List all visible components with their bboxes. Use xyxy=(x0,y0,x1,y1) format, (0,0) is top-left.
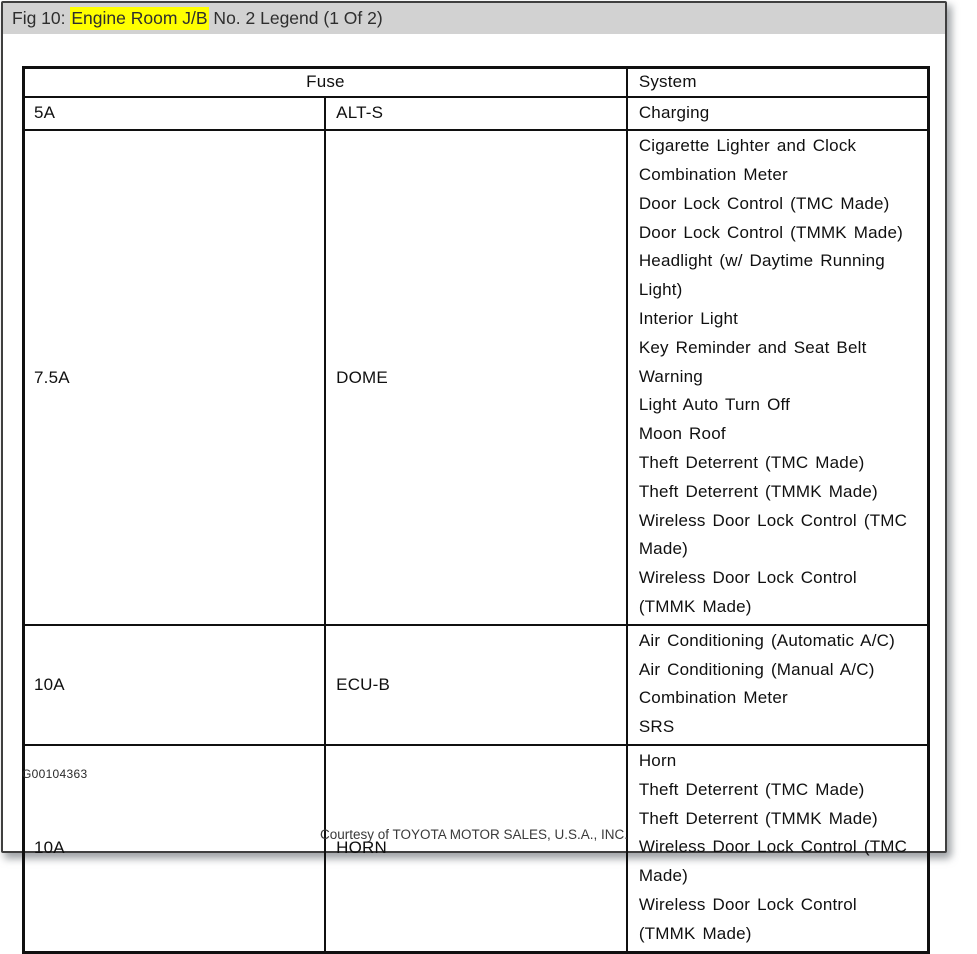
fuse-row xyxy=(24,97,929,131)
system-line: Moon Roof xyxy=(638,424,726,444)
table-header-row xyxy=(24,68,929,97)
system-line: Key Reminder and Seat Belt Warning xyxy=(638,337,867,386)
system-list-cell xyxy=(627,745,929,952)
fuse-legend-table xyxy=(22,66,930,954)
system-line: Theft Deterrent (TMC Made) xyxy=(638,779,865,799)
figure-title-prefix: Fig 10: xyxy=(12,8,71,28)
system-line: Wireless Door Lock Control (TMC Made) xyxy=(638,837,908,886)
fuse-amp-cell: 5A xyxy=(24,97,326,131)
fuse-name-cell: DOME xyxy=(325,130,627,625)
system-line: Wireless Door Lock Control (TMMK Made) xyxy=(638,895,857,943)
system-list-cell xyxy=(627,130,929,625)
courtesy-line: Courtesy of TOYOTA MOTOR SALES, U.S.A., INC. xyxy=(319,827,629,842)
system-line: Headlight (w/ Daytime Running Light) xyxy=(638,251,885,300)
system-line: Horn xyxy=(638,751,677,771)
figure-title-highlight: Engine Room J/B xyxy=(71,8,208,28)
system-list-cell xyxy=(627,97,929,131)
system-line: Air Conditioning (Manual A/C) xyxy=(638,659,875,679)
system-line: Charging xyxy=(638,102,710,122)
fuse-amp-cell: 7.5A xyxy=(24,130,326,625)
fuse-amp-cell: 10A xyxy=(24,625,326,745)
system-line: Door Lock Control (TMMK Made) xyxy=(638,222,903,242)
figure-title-suffix: No. 2 Legend (1 Of 2) xyxy=(208,8,383,28)
system-line: Air Conditioning (Automatic A/C) xyxy=(638,630,895,650)
figure-title-bar xyxy=(3,3,945,34)
document-page xyxy=(1,1,947,943)
system-line: Light Auto Turn Off xyxy=(638,395,791,415)
system-line: SRS xyxy=(638,717,675,737)
fuse-name-cell: ALT-S xyxy=(325,97,627,131)
system-line: Cigarette Lighter and Clock xyxy=(638,136,857,156)
fuse-row xyxy=(24,130,929,625)
system-line: Interior Light xyxy=(638,309,739,329)
system-list-cell xyxy=(627,625,929,745)
system-line: Combination Meter xyxy=(638,688,788,708)
fuse-row xyxy=(24,625,929,745)
system-line: Combination Meter xyxy=(638,165,788,185)
fuse-name-cell: HORN xyxy=(325,745,627,952)
column-header-fuse: Fuse xyxy=(24,68,627,97)
fuse-amp-cell: 10A xyxy=(24,745,326,952)
system-line: Theft Deterrent (TMMK Made) xyxy=(638,481,878,501)
system-line: Wireless Door Lock Control (TMC Made) xyxy=(638,510,908,559)
fuse-name-cell: ECU-B xyxy=(325,625,627,745)
system-line: Door Lock Control (TMC Made) xyxy=(638,193,890,213)
figure-id-label: G00104363 xyxy=(22,767,88,781)
fuse-row xyxy=(24,745,929,952)
system-line: Theft Deterrent (TMMK Made) xyxy=(638,808,878,828)
system-line: Wireless Door Lock Control (TMMK Made) xyxy=(638,568,857,617)
system-line: Theft Deterrent (TMC Made) xyxy=(638,453,865,473)
column-header-system: System xyxy=(627,68,929,97)
